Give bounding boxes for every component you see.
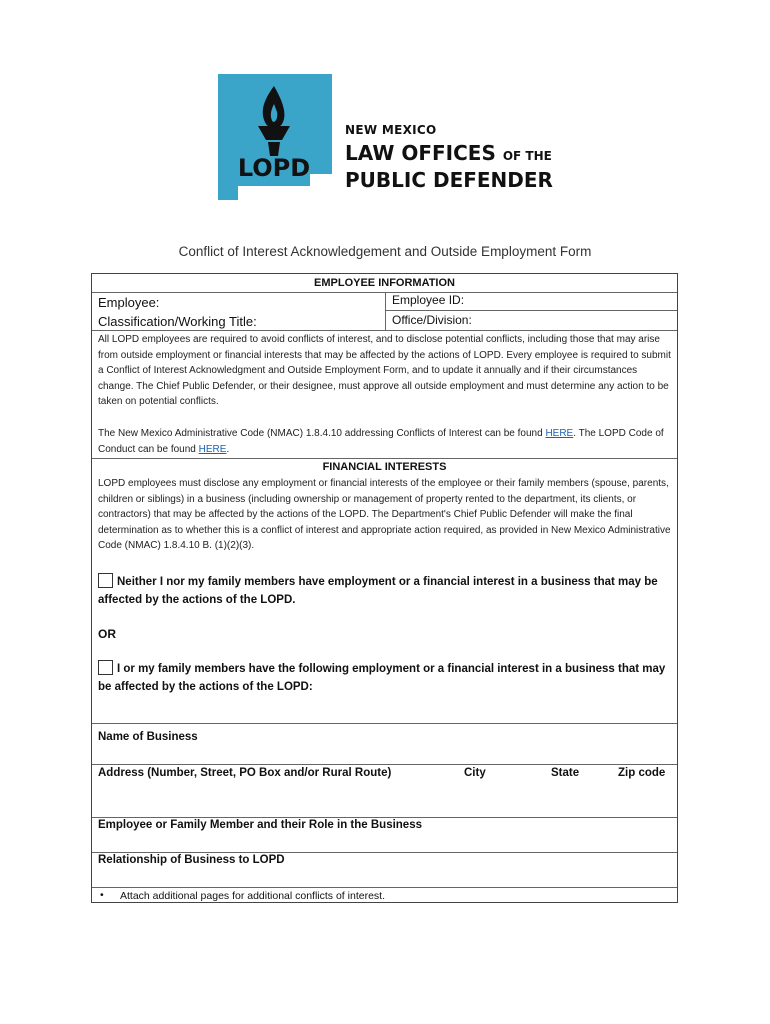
nmac-link[interactable]: HERE xyxy=(545,428,574,439)
city-field[interactable]: City xyxy=(464,767,486,779)
relationship-field[interactable]: Relationship of Business to LOPD xyxy=(98,854,285,866)
intro-paragraph: All LOPD employees are required to avoid conflicts of interest, and to disclose potential conflicts, including those that may arise from outside employment or financial interests that may be affected by the actions of LOPD. Every employee is required to submit a Conflict of Interest Acknowledgment and Outside Employment Form, and to update it annually and if their circumstances change. The Chief Public Defender, or their designee, must approve all outside employment and must determine any action to be taken on potential conflicts. xyxy=(98,334,671,407)
or-label: OR xyxy=(98,627,116,641)
financial-body: LOPD employees must disclose any employment or financial interests of the employee or their family members (spouse, parents, children or siblings) in a business (including ownership or management of property rented to the department, its clients, or contractors) that may be affected by the actions of the LOPD. The Department's Chief Public Defender will make the final determination as to whether this is a conflict of interest and appropriate action required, as provided in New Mexico Administrative Code (NMAC) 1.8.4.10 B. (1)(2)(3). xyxy=(98,478,671,551)
attach-note: Attach additional pages for additional conflicts of interest. xyxy=(120,890,385,902)
employee-field[interactable]: Employee: xyxy=(98,295,160,310)
org-name xyxy=(345,123,553,192)
nmac-paragraph: The New Mexico Administrative Code (NMAC) 1.8.4.10 addressing Conflicts of Interest can be found HERE. The LOPD Code of Conduct can be found HERE. xyxy=(98,428,664,455)
org-line-3: PUBLIC DEFENDER xyxy=(345,168,553,192)
bullet-marker: • xyxy=(100,889,104,901)
state-field[interactable]: State xyxy=(551,767,580,779)
code-of-conduct-link[interactable]: HERE xyxy=(198,443,227,455)
org-line-1: NEW MEXICO xyxy=(345,123,437,137)
employee-id-field[interactable]: Employee ID: xyxy=(392,293,465,307)
org-line-2: LAW OFFICES OF THE xyxy=(345,141,552,165)
zip-field[interactable]: Zip code xyxy=(618,767,666,779)
logo-mark: LOPD xyxy=(237,154,311,182)
form-table xyxy=(91,273,678,903)
address-field[interactable]: Address (Number, Street, PO Box and/or Rural Route) xyxy=(98,767,392,779)
option-none-label: Neither I nor my family members have employment or a financial interest in a business that may be affected by the actions of the LOPD. xyxy=(98,576,658,606)
financial-heading: FINANCIAL INTERESTS xyxy=(322,461,447,473)
role-field[interactable]: Employee or Family Member and their Role in the Business xyxy=(98,819,422,831)
office-division-field[interactable]: Office/Division: xyxy=(392,313,472,327)
option-has-interest-label: I or my family members have the following employment or a financial interest in a business that may be affected by the actions of the LOPD: xyxy=(98,663,666,693)
classification-field[interactable]: Classification/Working Title: xyxy=(98,314,257,329)
form-title: Conflict of Interest Acknowledgement and Outside Employment Form xyxy=(178,244,592,259)
employee-info-heading: EMPLOYEE INFORMATION xyxy=(314,277,455,289)
business-name-field[interactable]: Name of Business xyxy=(98,731,198,743)
